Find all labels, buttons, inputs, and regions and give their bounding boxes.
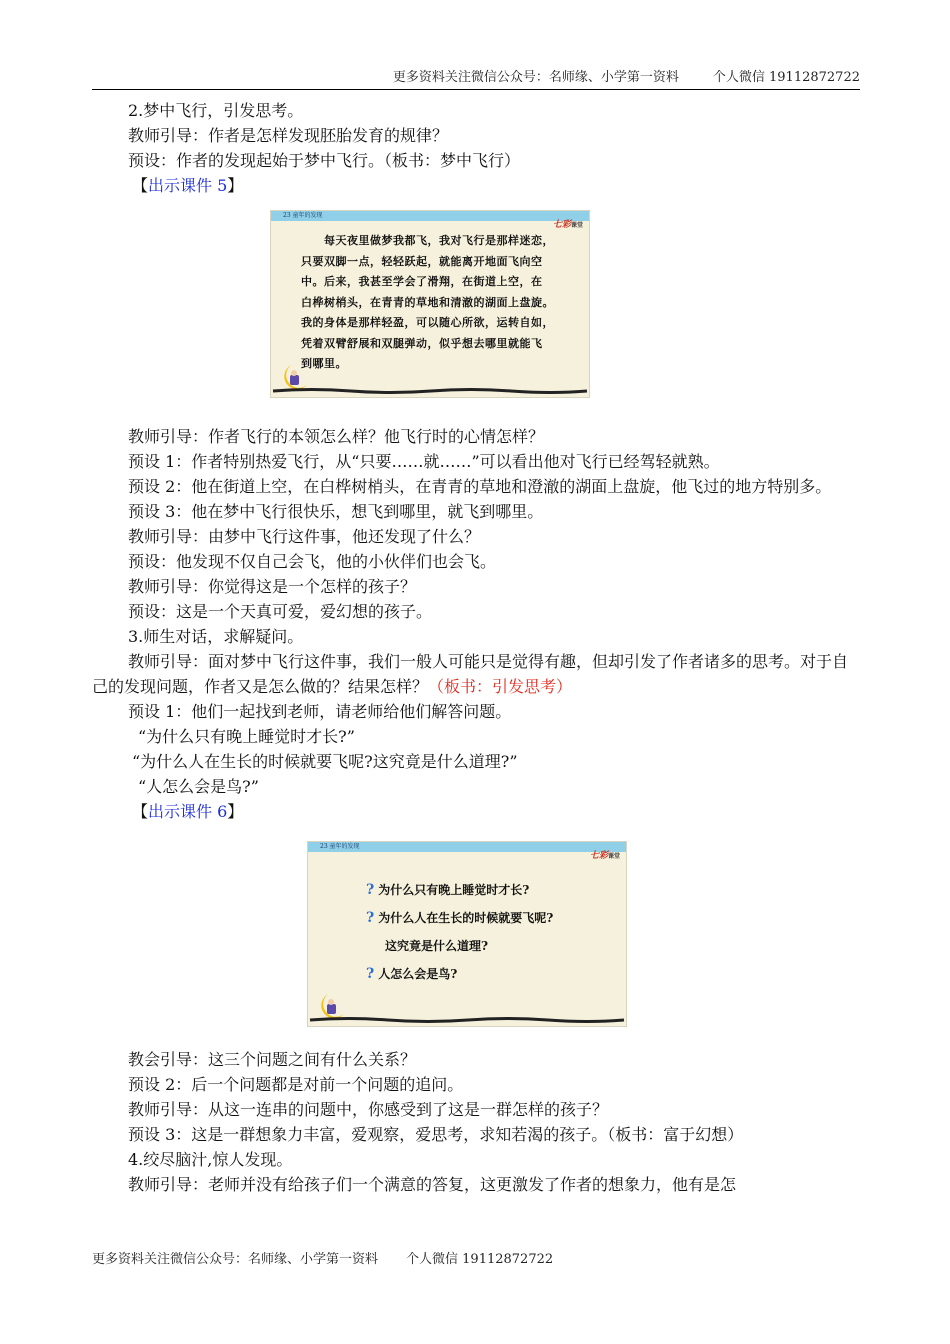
board-note: （板书：引发思考） (428, 677, 573, 696)
slide-title-bar (271, 211, 589, 221)
page-header (92, 66, 860, 90)
question-mark-icon: ? (366, 910, 375, 926)
slide-logo: 七彩课堂 (552, 220, 583, 230)
section-heading: 4.绞尽脑汁,惊人发现。 (128, 1150, 293, 1169)
document-body (92, 98, 860, 1197)
slide-line: 白桦树梢头，在青青的草地和清澈的湖面上盘旋。 (301, 295, 554, 309)
header-wechat: 个人微信 19112872722 (712, 70, 860, 85)
paragraph: 教师引导：作者是怎样发现胚胎发育的规律？ (128, 126, 449, 145)
paragraph: 教师引导：从这一连串的问题中，你感受到了这是一群怎样的孩子？ (128, 1100, 609, 1119)
question-mark-icon: ? (366, 966, 375, 982)
slide-title: 23 童年的发现 (320, 843, 360, 850)
slide-title: 23 童年的发现 (283, 212, 323, 219)
paragraph: 教师引导：你觉得这是一个怎样的孩子？ (128, 577, 417, 596)
slide-line: 每天夜里做梦我都飞，我对飞行是那样迷恋， (301, 234, 554, 247)
paragraph: 教师引导：面对梦中飞行这件事，我们一般人可能只是觉得有趣，但却引发了作者诸多的思考。对于自己的发现问题，作者又是怎么做的？结果怎样？（板书：引发思考） (92, 652, 849, 696)
slide-question: ? 人怎么会是鸟? (366, 966, 458, 982)
slide-line: 只要双脚一点，轻轻跃起，就能离开地面飞向空 (301, 254, 543, 268)
paragraph: 预设：这是一个天真可爱，爱幻想的孩子。 (128, 602, 433, 621)
slide-line: 中。后来，我甚至学会了滑翔，在街道上空，在 (301, 275, 543, 288)
courseware-slide-6 (307, 841, 627, 1027)
header-text: 更多资料关注微信公众号：名师缘、小学第一资料 (392, 70, 679, 85)
slide-passage (301, 231, 579, 375)
footer-wechat: 个人微信 19112872722 (406, 1252, 554, 1267)
quote: “为什么只有晚上睡觉时才长?” (138, 727, 355, 746)
slide-line: 到哪里。 (301, 357, 347, 370)
courseware-link: 出示课件 6 (148, 802, 228, 821)
paragraph: 教师引导：由梦中飞行这件事，他还发现了什么？ (128, 527, 481, 546)
section-heading: 2.梦中飞行，引发思考。 (128, 101, 304, 120)
slide-logo: 七彩课堂 (589, 851, 620, 861)
courseware-link: 出示课件 5 (148, 176, 228, 195)
question-mark-icon: ? (366, 882, 375, 898)
paragraph: 预设：作者的发现起始于梦中飞行。（板书：梦中飞行） (128, 151, 521, 170)
slide-line: 凭着双臂舒展和双腿弹动，似乎想去哪里就能飞 (301, 336, 543, 350)
ink-stroke-icon (308, 1016, 626, 1024)
quote: “为什么人在生长的时候就要飞呢?这究竟是什么道理?” (132, 752, 518, 771)
section-heading: 3.师生对话，求解疑问。 (128, 627, 304, 646)
paragraph: 教师引导：老师并没有给孩子们一个满意的答复，这更激发了作者的想象力，他有是怎 (128, 1175, 737, 1194)
slide-question-continued: 这究竟是什么道理? (385, 939, 489, 953)
courseware-label: 【出示课件 5】 (132, 176, 244, 195)
slide-line: 我的身体是那样轻盈，可以随心所欲，运转自如， (301, 316, 554, 329)
slide-questions (366, 876, 553, 988)
paragraph: 预设 1：他们一起找到老师，请老师给他们解答问题。 (128, 702, 512, 721)
paragraph: 预设 3：这是一群想象力丰富，爱观察，爱思考，求知若渴的孩子。（板书：富于幻想） (128, 1125, 744, 1144)
footer-text: 更多资料关注微信公众号：名师缘、小学第一资料 (92, 1252, 379, 1267)
courseware-slide-5 (270, 210, 590, 398)
ink-stroke-icon (271, 387, 589, 395)
slide-question: ? 为什么只有晚上睡觉时才长? (366, 882, 530, 898)
paragraph: 教会引导：这三个问题之间有什么关系？ (128, 1050, 417, 1069)
slide-question: ? 为什么人在生长的时候就要飞呢? (366, 910, 554, 926)
page-footer (92, 1248, 553, 1267)
paragraph: 预设 2：后一个问题都是对前一个问题的追问。 (128, 1075, 464, 1094)
paragraph: 预设 2：他在街道上空，在白桦树梢头，在青青的草地和澄澈的湖面上盘旋，他飞过的地方特别多。 (128, 477, 832, 496)
paragraph: 预设 1：作者特别热爱飞行，从“只要……就……”可以看出他对飞行已经驾轻就熟。 (128, 452, 720, 471)
quote: “人怎么会是鸟?” (138, 777, 259, 796)
courseware-label: 【出示课件 6】 (132, 802, 244, 821)
slide-title-bar (308, 842, 626, 852)
paragraph: 预设：他发现不仅自己会飞，他的小伙伴们也会飞。 (128, 552, 497, 571)
paragraph: 教师引导：作者飞行的本领怎么样？他飞行时的心情怎样？ (128, 427, 545, 446)
paragraph: 预设 3：他在梦中飞行很快乐，想飞到哪里，就飞到哪里。 (128, 502, 544, 521)
